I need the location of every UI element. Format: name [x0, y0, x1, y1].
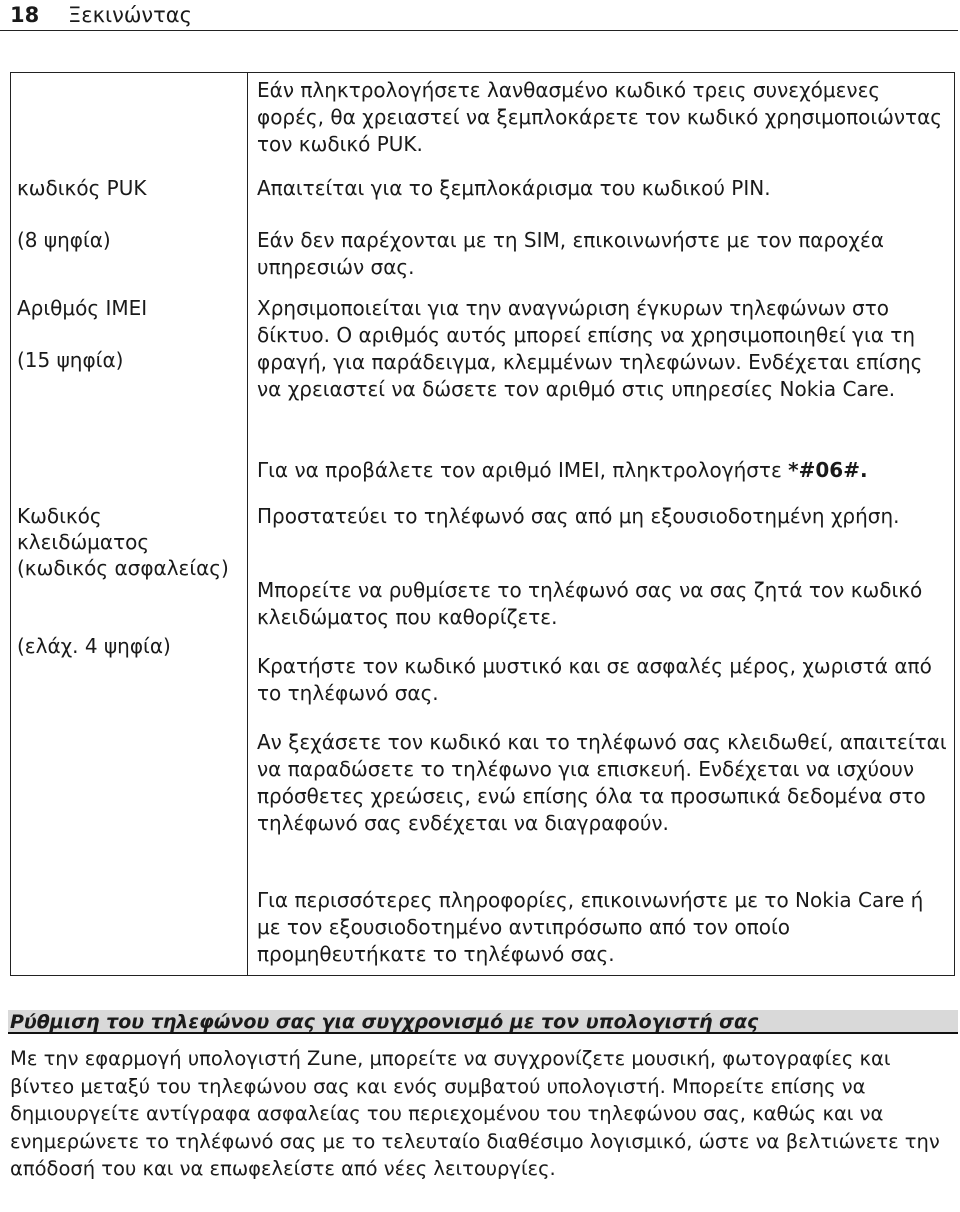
lock-code-digits: (ελάχ. 4 ψηφία): [17, 634, 171, 658]
puk-description-1: Απαιτείται για το ξεμπλοκάρισμα του κωδικού PIN.: [257, 176, 771, 200]
row-continued-description: Εάν πληκτρολογήσετε λανθασμένο κωδικό τρεις συνεχόμενες φορές, θα χρειαστεί να ξεμπλοκάρετε τον κωδικό χρησιμοποιώντας τον κωδικό PUK.: [257, 78, 943, 156]
imei-instruction-text: Για να προβάλετε τον αριθμό IMEI, πληκτρολογήστε: [257, 458, 789, 482]
column-divider: [247, 73, 248, 975]
lock-code-description-1: Προστατεύει το τηλέφωνό σας από μη εξουσιοδοτημένη χρήση.: [257, 504, 900, 528]
codes-table: [10, 72, 955, 976]
imei-code: *#06#.: [788, 458, 868, 482]
puk-digits: (8 ψηφία): [17, 228, 111, 252]
lock-code-label: Κωδικός κλειδώματος (κωδικός ασφαλείας): [17, 504, 229, 580]
page-title: Ξεκινώντας: [68, 3, 192, 27]
imei-description-1: Χρησιμοποιείται για την αναγνώριση έγκυρων τηλεφώνων στο δίκτυο. Ο αριθμός αυτός μπορεί επίσης να χρησιμοποιηθεί για τη φραγή, για παράδειγμα, κλεμμένων τηλεφώνων. Ενδέχεται επίσης να χρειαστεί να δώσετε τον αριθμό στις υπηρεσίες Nokia Care.: [257, 296, 923, 401]
lock-code-description-5: Για περισσότερες πληροφορίες, επικοινωνήστε με το Nokia Care ή με τον εξουσιοδοτημένο αντιπρόσωπο από τον οποίο προμηθευτήκατε το τηλέφωνό σας.: [257, 888, 924, 966]
puk-label: κωδικός PUK: [17, 176, 147, 200]
lock-code-description-4: Αν ξεχάσετε τον κωδικό και το τηλέφωνό σας κλειδωθεί, απαιτείται να παραδώσετε το τηλέφωνο για επισκευή. Ενδέχεται να ισχύουν πρόσθετες χρεώσεις, ενώ επίσης όλα τα προσωπικά δεδομένα στο τηλέφωνό σας ενδέχεται να διαγραφούν.: [257, 730, 947, 835]
page-number: 18: [10, 3, 40, 27]
lock-code-description-2: Μπορείτε να ρυθμίσετε το τηλέφωνό σας να σας ζητά τον κωδικό κλειδώματος που καθορίζετε.: [257, 578, 923, 629]
imei-description-2: [257, 457, 947, 484]
lock-code-description-3: Κρατήστε τον κωδικό μυστικό και σε ασφαλές μέρος, χωριστά από το τηλέφωνό σας.: [257, 654, 932, 705]
page-header: [0, 0, 958, 31]
section-heading: Ρύθμιση του τηλεφώνου σας για συγχρονισμό με τον υπολογιστή σας: [8, 1010, 958, 1034]
puk-description-2: Εάν δεν παρέχονται με τη SIM, επικοινωνήστε με τον παροχέα υπηρεσιών σας.: [257, 228, 884, 279]
section-body: Με την εφαρμογή υπολογιστή Zune, μπορείτε να συγχρονίζετε μουσική, φωτογραφίες και βίντεο μεταξύ του τηλεφώνου σας και ενός συμβατού υπολογιστή. Μπορείτε επίσης να δημιουργείτε αντίγραφα ασφαλείας του περιεχομένου του τηλεφώνου σας, καθώς και να ενημερώνετε το τηλέφωνό σας με το τελευταίο διαθέσιμο λογισμικό, ώστε να βελτιώνετε την απόδοσή του και να επωφελείστε από νέες λειτουργίες.: [10, 1047, 940, 1180]
imei-label: Αριθμός IMEI: [17, 296, 148, 320]
imei-digits: (15 ψηφία): [17, 348, 124, 372]
